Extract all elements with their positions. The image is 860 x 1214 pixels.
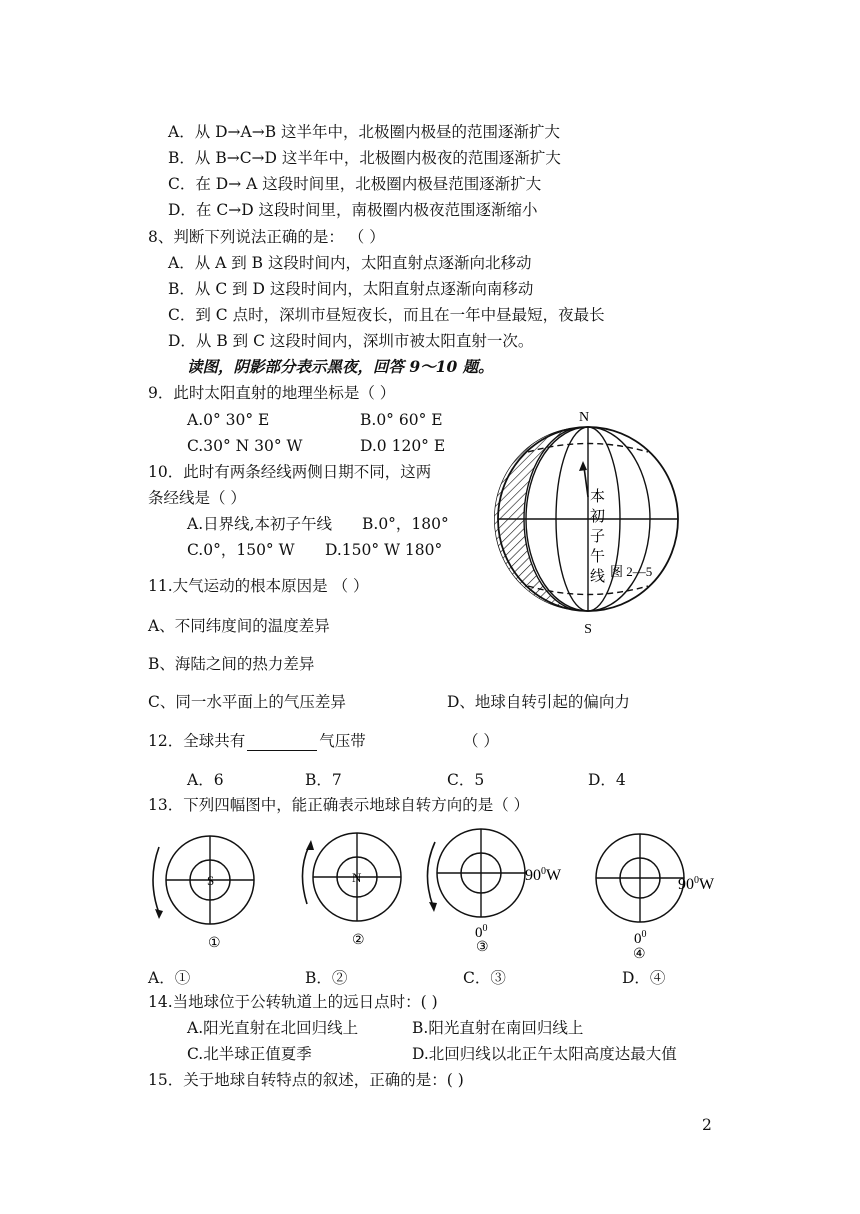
q14-option-b: B.阳光直射在南回归线上 xyxy=(412,1019,584,1037)
fig3-number: ③ xyxy=(476,940,489,955)
globe-north-label: N xyxy=(578,410,590,425)
q11-option-c: C、同一水平面上的气压差异 xyxy=(148,693,346,711)
q9-option-b: B.0° 60° E xyxy=(360,411,443,429)
q10-option-b: B.0°，180° xyxy=(362,515,449,533)
fig2-number: ② xyxy=(352,933,365,948)
q14-option-d: D.北回归线以北正午太阳高度达最大值 xyxy=(412,1045,677,1063)
q8-option-d: D．从 B 到 C 这段时间内，深圳市被太阳直射一次。 xyxy=(168,332,534,350)
q12-option-b: B．7 xyxy=(305,771,342,789)
q10-option-c: C.0°，150° W xyxy=(187,541,295,559)
q9-stem: 9．此时太阳直射的地理坐标是（ ） xyxy=(148,384,396,402)
prime-meridian-char-2: 初 xyxy=(590,509,606,525)
q12-stem-suffix: 气压带 xyxy=(319,732,366,750)
prime-meridian-char-1: 本 xyxy=(590,489,606,505)
q12-option-a: A．6 xyxy=(187,771,224,789)
q12-stem xyxy=(148,731,366,751)
fig4-longitude-label: $90^0W$ xyxy=(678,875,715,893)
q7-option-a: A．从 D→A→B 这半年中，北极圈内极昼的范围逐渐扩大 xyxy=(168,123,561,141)
prime-meridian-char-5: 线 xyxy=(590,569,606,585)
q14-option-c: C.北半球正值夏季 xyxy=(187,1045,312,1063)
q10-stem-line1: 10．此时有两条经线两侧日期不同，这两 xyxy=(148,463,432,481)
q14-stem: 14.当地球位于公转轨道上的远日点时：( ) xyxy=(148,993,438,1011)
q15-stem: 15．关于地球自转特点的叙述，正确的是：( ) xyxy=(148,1071,464,1089)
q13-option-b: B．② xyxy=(305,969,348,987)
q11-stem: 11.大气运动的根本原因是 （ ） xyxy=(148,577,369,595)
q8-stem: 8、判断下列说法正确的是： （ ） xyxy=(148,228,385,246)
prime-meridian-char-3: 子 xyxy=(590,529,606,545)
q8-option-c: C．到 C 点时，深圳市昼短夜长，而且在一年中昼最短，夜最长 xyxy=(168,306,605,324)
prime-meridian-char-4: 午 xyxy=(590,549,606,565)
page-number: 2 xyxy=(702,1116,712,1134)
q10-option-d: D.150° W 180° xyxy=(325,541,443,559)
rotation-figure-4 xyxy=(590,830,750,960)
figure-caption: 图 2—5 xyxy=(610,564,653,579)
q13-option-c: C．③ xyxy=(463,969,506,987)
fig1-center-label: S xyxy=(207,873,215,888)
fig4-zero-label: $0^0$ xyxy=(634,929,647,947)
fig1-number: ① xyxy=(208,936,221,951)
q9-option-d: D.0 120° E xyxy=(360,437,446,455)
rotation-figure-2 xyxy=(295,832,405,952)
q14-option-a: A.阳光直射在北回归线上 xyxy=(187,1019,359,1037)
q7-option-d: D．在 C→D 这段时间里，南极圈内极夜范围逐渐缩小 xyxy=(168,201,538,219)
fig2-center-label: N xyxy=(352,870,362,885)
q12-stem-prefix: 12．全球共有 xyxy=(148,732,246,750)
q11-option-a: A、不同纬度间的温度差异 xyxy=(148,617,330,635)
q8-option-a: A．从 A 到 B 这段时间内，太阳直射点逐渐向北移动 xyxy=(168,254,532,272)
q12-answer-paren: （ ） xyxy=(463,732,499,750)
q12-blank xyxy=(247,735,317,751)
q13-option-d: D．④ xyxy=(622,969,666,987)
fig3-zero-label: $0^0$ xyxy=(475,923,488,941)
reading-instruction: 读图，阴影部分表示黑夜，回答 9～10 题。 xyxy=(187,357,494,376)
q13-option-a: A．① xyxy=(148,969,191,987)
q13-stem: 13．下列四幅图中，能正确表示地球自转方向的是（ ） xyxy=(148,796,530,814)
q8-option-b: B．从 C 到 D 这段时间内，太阳直射点逐渐向南移动 xyxy=(168,280,534,298)
q11-option-b: B、海陆之间的热力差异 xyxy=(148,655,315,673)
rotation-figure-3 xyxy=(415,828,575,953)
globe-south-label: S xyxy=(584,622,592,637)
rotation-figure-1 xyxy=(145,835,255,955)
q11-option-d: D、地球自转引起的偏向力 xyxy=(447,693,630,711)
q12-option-d: D．4 xyxy=(588,771,626,789)
fig3-longitude-label: $90^0W$ xyxy=(525,866,562,884)
q7-option-b: B．从 B→C→D 这半年中，北极圈内极夜的范围逐渐扩大 xyxy=(168,149,561,167)
q7-option-c: C．在 D→ A 这段时间里，北极圈内极昼范围逐渐扩大 xyxy=(168,175,542,193)
q9-option-a: A.0° 30° E xyxy=(187,411,270,429)
q9-option-c: C.30° N 30° W xyxy=(187,437,303,455)
q10-stem-line2: 条经线是（ ） xyxy=(148,489,246,507)
fig4-number: ④ xyxy=(633,947,646,962)
q10-option-a: A.日界线,本初子午线 xyxy=(187,515,333,533)
q12-option-c: C．5 xyxy=(447,771,485,789)
globe-figure xyxy=(490,405,690,635)
